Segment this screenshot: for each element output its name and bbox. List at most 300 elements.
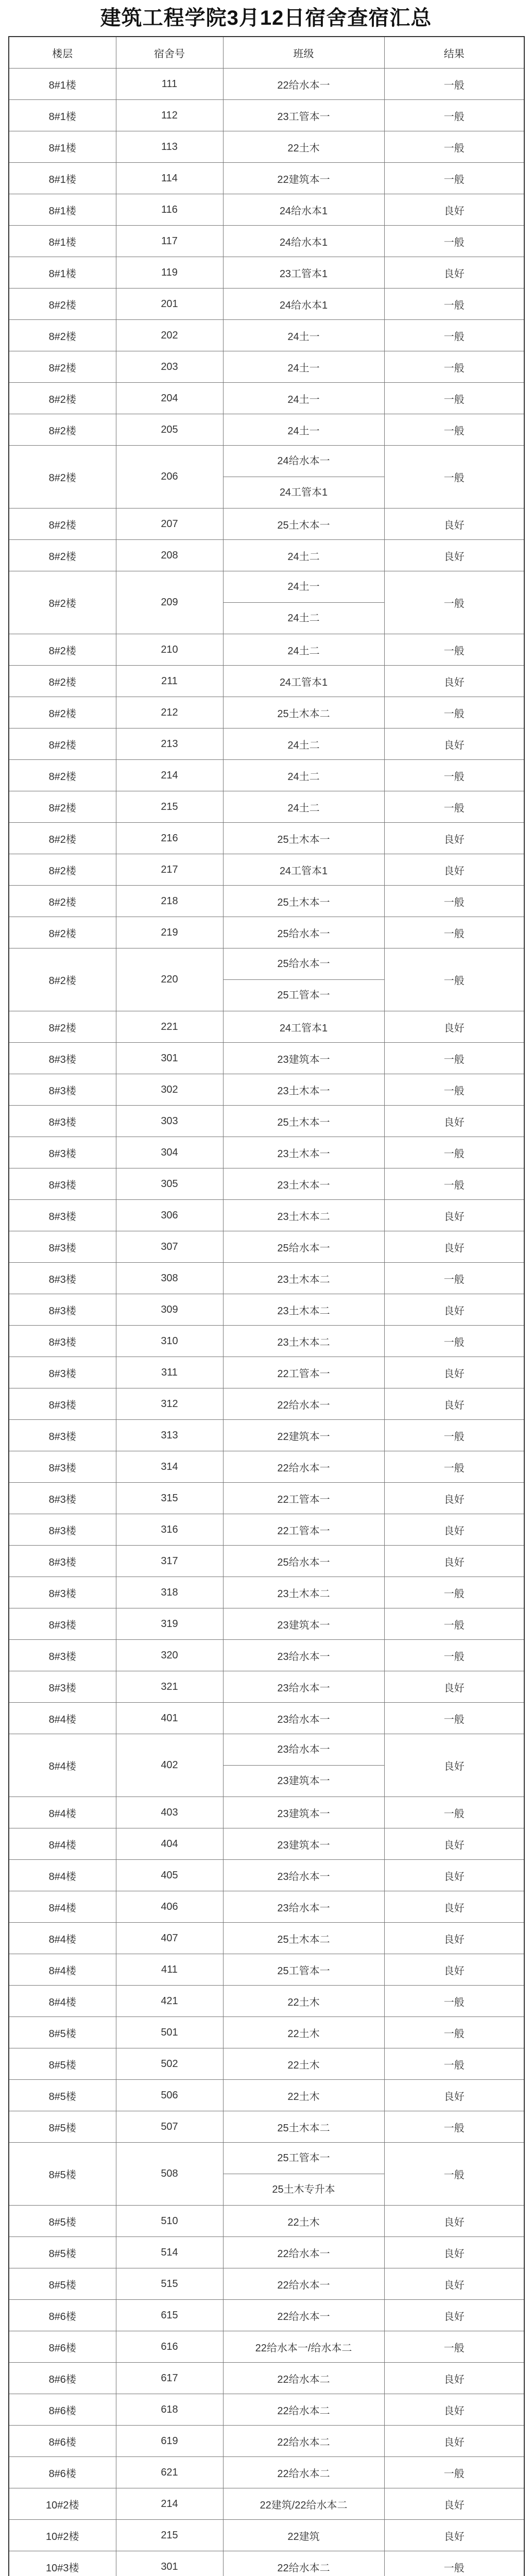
cell-result: 一般 [384,697,524,728]
cell-result: 良好 [384,1734,524,1797]
cell-room: 310 [116,1326,223,1357]
cell-building: 8#1楼 [9,257,116,289]
table-row [9,1954,524,1986]
cell-class: 22给水本一 [223,1451,384,1483]
cell-room: 320 [116,1640,223,1671]
cell-room: 318 [116,1577,223,1608]
cell-building: 8#4楼 [9,1828,116,1860]
table-row [9,1923,524,1954]
table-row [9,2111,524,2143]
table-row [9,1231,524,1263]
cell-building: 8#4楼 [9,1954,116,1986]
cell-building: 8#3楼 [9,1357,116,1388]
table-row [9,697,524,728]
table-row [9,1294,524,1326]
cell-room: 111 [116,69,223,100]
cell-result: 一般 [384,163,524,194]
table-row [9,1546,524,1577]
cell-class: 24给水本1 [223,194,384,226]
table-row [9,383,524,414]
cell-result: 良好 [384,1923,524,1954]
cell-room: 402 [116,1734,223,1797]
table-row [9,1200,524,1231]
cell-result: 良好 [384,509,524,540]
cell-class: 25土木本二 [223,697,384,728]
cell-class: 25土木本一 [223,1106,384,1137]
cell-result: 良好 [384,1231,524,1263]
cell-building: 8#2楼 [9,414,116,446]
cell-building: 8#5楼 [9,2017,116,2048]
cell-room: 210 [116,634,223,666]
cell-building: 8#4楼 [9,1734,116,1797]
table-row [9,634,524,666]
cell-room: 309 [116,1294,223,1326]
cell-room: 315 [116,1483,223,1514]
cell-room: 214 [116,760,223,791]
cell-class: 23土木本一 [223,1168,384,1200]
cell-class: 24土一 [223,351,384,383]
cell-class: 22土木 [223,2206,384,2237]
cell-building: 8#2楼 [9,886,116,917]
cell-building: 8#2楼 [9,540,116,571]
cell-result: 一般 [384,100,524,131]
cell-class [223,2143,384,2206]
cell-class: 22给水本二 [223,2457,384,2488]
cell-class-entry: 24土一 [224,571,384,603]
cell-class: 23建筑本一 [223,1043,384,1074]
cell-class: 23建筑本一 [223,1797,384,1828]
cell-result: 良好 [384,1357,524,1388]
cell-room: 319 [116,1608,223,1640]
cell-class: 22给水本一 [223,69,384,100]
cell-result: 一般 [384,2048,524,2080]
table-row [9,1106,524,1137]
cell-building: 8#2楼 [9,697,116,728]
table-row [9,823,524,854]
cell-room: 617 [116,2363,223,2394]
cell-room: 207 [116,509,223,540]
cell-result: 良好 [384,2237,524,2268]
table-row [9,2080,524,2111]
cell-building: 8#2楼 [9,666,116,697]
cell-building: 8#1楼 [9,226,116,257]
cell-room: 502 [116,2048,223,2080]
cell-class: 22给水本二 [223,2426,384,2457]
cell-result: 一般 [384,1577,524,1608]
table-row [9,163,524,194]
cell-class: 24土一 [223,414,384,446]
cell-room: 301 [116,2551,223,2576]
cell-room: 507 [116,2111,223,2143]
table-row [9,2017,524,2048]
table-row [9,917,524,948]
cell-result: 良好 [384,1954,524,1986]
cell-class: 24土二 [223,634,384,666]
cell-room: 212 [116,697,223,728]
cell-result: 一般 [384,1703,524,1734]
cell-room: 113 [116,131,223,163]
cell-class-entry: 25给水本一 [224,948,384,980]
cell-result: 良好 [384,2520,524,2551]
cell-building: 8#3楼 [9,1577,116,1608]
cell-room: 206 [116,446,223,509]
cell-building: 8#2楼 [9,634,116,666]
table-row [9,1608,524,1640]
cell-class: 25给水本一 [223,1231,384,1263]
cell-room: 311 [116,1357,223,1388]
cell-room: 112 [116,100,223,131]
cell-room: 506 [116,2080,223,2111]
cell-result: 一般 [384,1986,524,2017]
cell-result: 良好 [384,1671,524,1703]
cell-result: 良好 [384,2206,524,2237]
cell-class: 25土木本一 [223,886,384,917]
cell-room: 615 [116,2300,223,2331]
cell-building: 8#6楼 [9,2426,116,2457]
table-row [9,1451,524,1483]
cell-room: 201 [116,289,223,320]
cell-result: 一般 [384,791,524,823]
table-header-row [9,37,524,69]
cell-result: 一般 [384,289,524,320]
cell-room: 219 [116,917,223,948]
cell-room: 514 [116,2237,223,2268]
table-row [9,2331,524,2363]
table-row [9,2143,524,2206]
cell-building: 8#4楼 [9,1891,116,1923]
cell-room: 203 [116,351,223,383]
cell-room: 308 [116,1263,223,1294]
cell-room: 116 [116,194,223,226]
cell-room: 202 [116,320,223,351]
cell-building: 8#3楼 [9,1483,116,1514]
cell-result: 一般 [384,131,524,163]
cell-result: 一般 [384,571,524,634]
cell-class: 23土木本二 [223,1200,384,1231]
cell-room: 401 [116,1703,223,1734]
cell-room: 405 [116,1860,223,1891]
cell-room: 618 [116,2394,223,2426]
cell-result: 一般 [384,1797,524,1828]
cell-result: 一般 [384,948,524,1011]
table-row [9,509,524,540]
cell-result: 良好 [384,1860,524,1891]
table-row [9,791,524,823]
table-row [9,2394,524,2426]
cell-result: 良好 [384,728,524,760]
cell-class: 22土木 [223,2017,384,2048]
cell-result: 一般 [384,2111,524,2143]
cell-room: 403 [116,1797,223,1828]
cell-class: 25工管本一 [223,1954,384,1986]
cell-building: 8#2楼 [9,320,116,351]
cell-room: 301 [116,1043,223,1074]
cell-result: 良好 [384,540,524,571]
cell-building: 8#6楼 [9,2300,116,2331]
cell-building: 8#5楼 [9,2143,116,2206]
cell-result: 一般 [384,634,524,666]
cell-class-entry: 23建筑本一 [277,1775,330,1787]
cell-result: 一般 [384,1263,524,1294]
table-row [9,1797,524,1828]
cell-building: 8#5楼 [9,2268,116,2300]
cell-class: 25土木本二 [223,1923,384,1954]
cell-room: 316 [116,1514,223,1546]
cell-class-entry: 25工管本一 [277,990,330,1001]
cell-class: 24土一 [223,383,384,414]
table-row [9,886,524,917]
table-row [9,2048,524,2080]
cell-building: 8#2楼 [9,823,116,854]
cell-building: 8#6楼 [9,2331,116,2363]
table-row [9,1043,524,1074]
cell-building: 8#2楼 [9,760,116,791]
cell-class: 22给水本二 [223,2551,384,2576]
cell-class-entry: 24工管本1 [279,487,328,498]
cell-result: 良好 [384,2363,524,2394]
cell-room: 208 [116,540,223,571]
cell-building: 8#3楼 [9,1640,116,1671]
cell-result: 良好 [384,1200,524,1231]
table-row [9,2520,524,2551]
cell-building: 8#3楼 [9,1608,116,1640]
table-row [9,2237,524,2268]
cell-result: 良好 [384,1011,524,1043]
table-row [9,1703,524,1734]
table-row [9,1388,524,1420]
table-row [9,446,524,509]
dorm-inspection-table [8,36,525,2576]
cell-building: 8#3楼 [9,1326,116,1357]
cell-room: 114 [116,163,223,194]
cell-room: 216 [116,823,223,854]
cell-room: 312 [116,1388,223,1420]
cell-result: 一般 [384,2457,524,2488]
cell-class-entry: 24给水本一 [224,446,384,477]
cell-building: 8#2楼 [9,509,116,540]
cell-room: 304 [116,1137,223,1168]
cell-class: 24工管本1 [223,666,384,697]
cell-room: 305 [116,1168,223,1200]
table-row [9,414,524,446]
cell-class: 23土木本一 [223,1074,384,1106]
table-row [9,1986,524,2017]
cell-class: 25土木本二 [223,2111,384,2143]
cell-building: 8#4楼 [9,1860,116,1891]
cell-building: 8#3楼 [9,1137,116,1168]
cell-building: 8#2楼 [9,948,116,1011]
cell-building: 8#6楼 [9,2394,116,2426]
cell-result: 良好 [384,823,524,854]
cell-class: 23工管本一 [223,100,384,131]
table-row [9,1860,524,1891]
table-row [9,1420,524,1451]
cell-building: 8#5楼 [9,2206,116,2237]
cell-class: 24给水本1 [223,226,384,257]
cell-building: 8#4楼 [9,1986,116,2017]
cell-room: 501 [116,2017,223,2048]
cell-room: 313 [116,1420,223,1451]
cell-result: 一般 [384,1640,524,1671]
cell-result: 良好 [384,1546,524,1577]
cell-room: 421 [116,1986,223,2017]
cell-building: 8#1楼 [9,100,116,131]
cell-room: 205 [116,414,223,446]
cell-class: 22给水本一/给水本二 [223,2331,384,2363]
cell-building: 8#3楼 [9,1451,116,1483]
cell-result: 良好 [384,1388,524,1420]
table-row [9,2363,524,2394]
cell-room: 508 [116,2143,223,2206]
cell-room: 221 [116,1011,223,1043]
table-body [9,69,524,2576]
table-row [9,69,524,100]
cell-room: 619 [116,2426,223,2457]
cell-class: 22工管本一 [223,1357,384,1388]
cell-result: 一般 [384,446,524,509]
cell-room: 215 [116,791,223,823]
cell-result: 一般 [384,1451,524,1483]
cell-room: 119 [116,257,223,289]
table-row [9,2551,524,2576]
cell-building: 8#3楼 [9,1388,116,1420]
cell-building: 8#1楼 [9,163,116,194]
cell-class: 23给水本一 [223,1891,384,1923]
cell-class: 24土二 [223,760,384,791]
cell-room: 220 [116,948,223,1011]
table-row [9,2488,524,2520]
cell-room: 404 [116,1828,223,1860]
cell-result: 一般 [384,414,524,446]
table-row [9,728,524,760]
cell-class: 22土木 [223,2080,384,2111]
cell-class [223,1734,384,1797]
table-row [9,1640,524,1671]
cell-building: 8#2楼 [9,854,116,886]
cell-building: 8#5楼 [9,2111,116,2143]
cell-building: 8#6楼 [9,2363,116,2394]
cell-room: 214 [116,2488,223,2520]
header-class: 班级 [223,37,384,69]
cell-result: 一般 [384,1420,524,1451]
cell-result: 一般 [384,2331,524,2363]
table-row [9,1483,524,1514]
cell-building: 8#2楼 [9,351,116,383]
cell-class: 22土木 [223,1986,384,2017]
cell-class: 22建筑/22给水本二 [223,2488,384,2520]
cell-class: 23给水本一 [223,1860,384,1891]
cell-room: 307 [116,1231,223,1263]
cell-building: 8#5楼 [9,2237,116,2268]
table-row [9,1263,524,1294]
cell-building: 8#2楼 [9,289,116,320]
cell-room: 321 [116,1671,223,1703]
cell-class: 25给水本一 [223,1546,384,1577]
cell-class: 23土木本一 [223,1137,384,1168]
cell-class: 23给水本一 [223,1671,384,1703]
cell-class: 22工管本一 [223,1483,384,1514]
table-row [9,320,524,351]
cell-result: 一般 [384,1137,524,1168]
cell-building: 8#2楼 [9,917,116,948]
cell-result: 一般 [384,1608,524,1640]
table-row [9,571,524,634]
cell-class: 24土二 [223,791,384,823]
cell-result: 一般 [384,2551,524,2576]
header-room: 宿舍号 [116,37,223,69]
cell-class: 23建筑本一 [223,1828,384,1860]
cell-room: 314 [116,1451,223,1483]
table-row [9,257,524,289]
cell-class: 24工管本1 [223,854,384,886]
cell-room: 306 [116,1200,223,1231]
cell-building: 8#5楼 [9,2080,116,2111]
header-building: 楼层 [9,37,116,69]
cell-result: 一般 [384,1168,524,1200]
table-row [9,289,524,320]
cell-building: 8#3楼 [9,1043,116,1074]
cell-building: 8#1楼 [9,69,116,100]
table-row [9,194,524,226]
table-row [9,2268,524,2300]
table-row [9,1011,524,1043]
header-result: 结果 [384,37,524,69]
cell-building: 8#2楼 [9,571,116,634]
table-row [9,351,524,383]
cell-room: 407 [116,1923,223,1954]
cell-room: 215 [116,2520,223,2551]
cell-result: 一般 [384,886,524,917]
cell-class: 22工管本一 [223,1514,384,1546]
cell-result: 良好 [384,2300,524,2331]
cell-class: 24土一 [223,320,384,351]
cell-class: 23土木本二 [223,1577,384,1608]
cell-class: 25给水本一 [223,917,384,948]
cell-room: 213 [116,728,223,760]
cell-room: 510 [116,2206,223,2237]
cell-building: 8#4楼 [9,1797,116,1828]
cell-building: 8#2楼 [9,446,116,509]
cell-room: 302 [116,1074,223,1106]
cell-building: 8#3楼 [9,1106,116,1137]
table-row [9,948,524,1011]
cell-result: 一般 [384,2017,524,2048]
table-row [9,1828,524,1860]
cell-result: 良好 [384,1828,524,1860]
cell-class [223,948,384,1011]
cell-class [223,446,384,509]
cell-class: 22给水本一 [223,1388,384,1420]
cell-building: 10#3楼 [9,2551,116,2576]
cell-class: 22土木 [223,2048,384,2080]
cell-class: 25土木本一 [223,509,384,540]
cell-result: 良好 [384,666,524,697]
cell-building: 8#1楼 [9,194,116,226]
cell-result: 一般 [384,917,524,948]
table-row [9,131,524,163]
cell-result: 一般 [384,2143,524,2206]
cell-class: 23土木本二 [223,1326,384,1357]
cell-result: 良好 [384,1294,524,1326]
cell-class: 24土二 [223,728,384,760]
cell-building: 10#2楼 [9,2488,116,2520]
cell-room: 621 [116,2457,223,2488]
table-row [9,2426,524,2457]
cell-result: 一般 [384,760,524,791]
cell-room: 211 [116,666,223,697]
cell-building: 8#5楼 [9,2048,116,2080]
cell-room: 204 [116,383,223,414]
